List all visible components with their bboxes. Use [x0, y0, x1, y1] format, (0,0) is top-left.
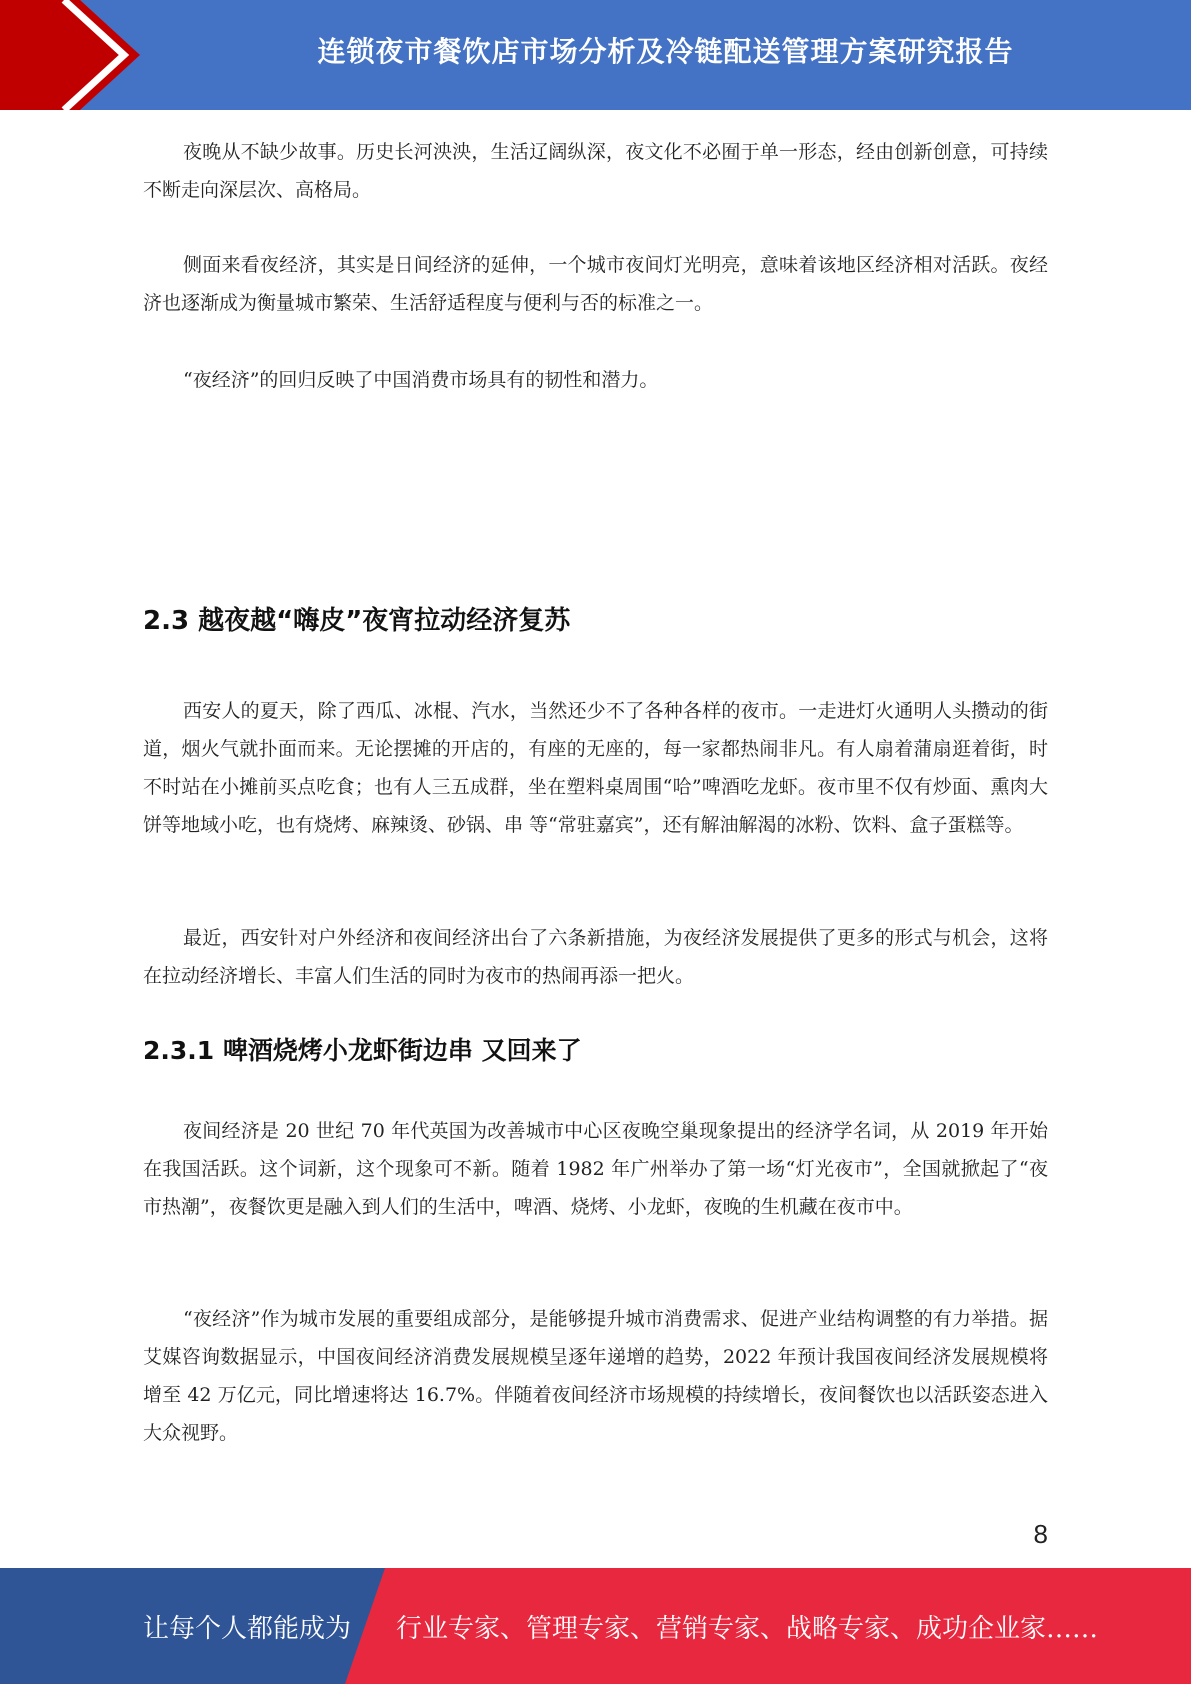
paragraph-night-economy-history: 夜间经济是 20 世纪 70 年代英国为改善城市中心区夜晚空巢现象提出的经济学名词，从 2019 年开始在我国活跃。这个词新，这个现象可不新。随着 1982 年广州举办了第一场“灯光夜市”，全国就掀起了“夜市热潮”，夜餐饮更是融入到人们的生活中，啤酒、烧烤、小龙虾，夜晚的生机藏在夜市中。 [143, 1120, 1048, 1218]
footer-slogan-lead: 让每个人都能成为 [143, 1613, 352, 1644]
paragraph-night-economy-return: “夜经济”的回归反映了中国消费市场具有的韧性和潜力。 [183, 369, 659, 391]
paragraph-xian-summer-night-market: 西安人的夏天，除了西瓜、冰棍、汽水，当然还少不了各种各样的夜市。一走进灯火通明人头攒动的街道，烟火气就扑面而来。无论摆摊的开店的，有座的无座的，每一家都热闹非凡。有人扇着蒲扇逛着街，时不时站在小摊前买点吃食；也有人三五成群，坐在塑料桌周围“哈”啤酒吃龙虾。夜市里不仅有炒面、熏肉大饼等地域小吃，也有烧烤、麻辣烫、砂锅、串 等“常驻嘉宾”，还有解油解渴的冰粉、饮料、盒子蛋糕等。 [143, 700, 1048, 836]
paragraph-night-stories: 夜晚从不缺少故事。历史长河泱泱，生活辽阔纵深，夜文化不必囿于单一形态，经由创新创意，可持续不断走向深层次、高格局。 [143, 141, 1048, 201]
header-chevron-decoration [0, 0, 160, 110]
page-footer [0, 1568, 1191, 1684]
page-number: 8 [1033, 1519, 1048, 1549]
page-header [0, 0, 1191, 110]
paragraph-xian-new-measures: 最近，西安针对户外经济和夜间经济出台了六条新措施，为夜经济发展提供了更多的形式与机会，这将在拉动经济增长、丰富人们生活的同时为夜市的热闹再添一把火。 [143, 927, 1048, 987]
footer-slogan-roles: 行业专家、管理专家、营销专家、战略专家、成功企业家…… [396, 1613, 1099, 1644]
section-heading-2-3-1: 2.3.1 啤酒烧烤小龙虾街边串 又回来了 [143, 1036, 582, 1065]
section-heading-2-3: 2.3 越夜越“嗨皮”夜宵拉动经济复苏 [143, 606, 571, 636]
paragraph-night-economy-side-view: 侧面来看夜经济，其实是日间经济的延伸，一个城市夜间灯光明亮，意味着该地区经济相对活跃。夜经济也逐渐成为衡量城市繁荣、生活舒适程度与便利与否的标准之一。 [143, 254, 1048, 314]
report-title: 连锁夜市餐饮店市场分析及冷链配送管理方案研究报告 [317, 35, 1014, 68]
paragraph-night-economy-scale: “夜经济”作为城市发展的重要组成部分，是能够提升城市消费需求、促进产业结构调整的有力举措。据艾媒咨询数据显示，中国夜间经济消费发展规模呈逐年递增的趋势，2022 年预计我国夜间经济发展规模将增至 42 万亿元，同比增速将达 16.7%。伴随着夜间经济市场规模的持续增长，夜间餐饮也以活跃姿态进入大众视野。 [143, 1308, 1048, 1444]
